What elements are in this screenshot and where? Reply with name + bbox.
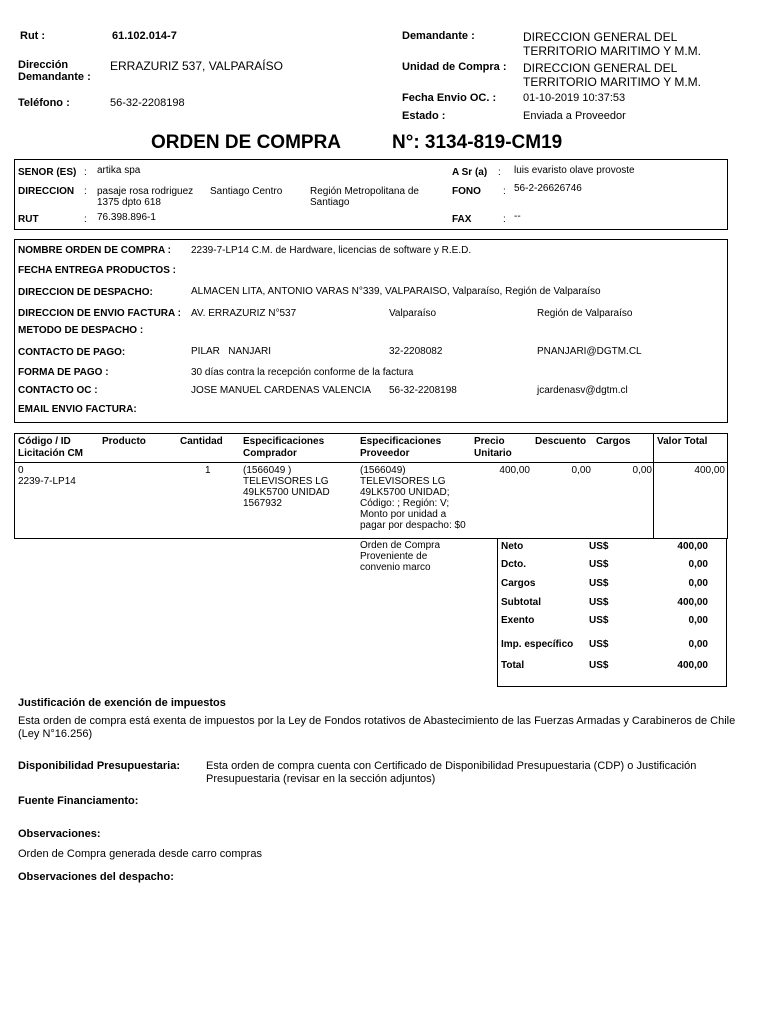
colon: : xyxy=(498,167,501,178)
totals-label: Neto xyxy=(501,541,524,552)
fecha-entrega-label: FECHA ENTREGA PRODUCTOS : xyxy=(18,265,176,276)
totals-currency: US$ xyxy=(589,660,609,671)
col-cantidad: Cantidad xyxy=(180,436,223,447)
justificacion-title: Justificación de exención de impuestos xyxy=(18,697,226,709)
fecha-value: 01-10-2019 10:37:53 xyxy=(523,92,626,104)
estado-value: Enviada a Proveedor xyxy=(523,110,626,122)
direccion-label: DIRECCION xyxy=(18,186,75,197)
row-cargos: 0,00 xyxy=(632,465,652,476)
col-espec-prov-1: Especificaciones xyxy=(360,436,442,447)
observaciones-label: Observaciones: xyxy=(18,828,101,840)
col-precio-1: Precio xyxy=(474,436,505,447)
disponibilidad-label: Disponibilidad Presupuestaria: xyxy=(18,760,180,772)
totals-value: 0,00 xyxy=(688,639,708,650)
region-value-2: Santiago xyxy=(310,197,350,208)
table-col-divider xyxy=(653,433,654,538)
factura-value-1: AV. ERRAZURIZ N°537 xyxy=(191,308,297,319)
colon: : xyxy=(503,214,506,225)
row-descuento: 0,00 xyxy=(571,465,591,476)
despacho-value: ALMACEN LITA, ANTONIO VARAS N°339, VALPARAISO, Valparaíso, Región de Valparaíso xyxy=(191,286,601,297)
despacho-label: DIRECCION DE DESPACHO: xyxy=(18,287,153,298)
contacto-oc-phone: 56-32-2208198 xyxy=(389,385,457,396)
col-espec-comp-2: Comprador xyxy=(243,448,297,459)
telefono-value: 56-32-2208198 xyxy=(110,97,185,109)
table-left-border xyxy=(14,433,15,538)
totals-label: Cargos xyxy=(501,578,536,589)
col-valor: Valor Total xyxy=(657,436,708,447)
unidad-value-2: TERRITORIO MARITIMO Y M.M. xyxy=(523,75,702,89)
col-cargos: Cargos xyxy=(596,436,631,447)
direccion-value-1: pasaje rosa rodriguez xyxy=(97,186,194,197)
fax-label: FAX xyxy=(452,214,472,225)
estado-label: Estado : xyxy=(402,110,446,122)
fuente-label: Fuente Financiamento: xyxy=(18,795,139,807)
metodo-label: METODO DE DESPACHO : xyxy=(18,325,144,336)
senor-label: SENOR (ES) xyxy=(18,167,77,178)
colon: : xyxy=(503,186,506,197)
disponibilidad-text: Esta orden de compra cuenta con Certificado de Disponibilidad Presupuestaria (CDP) o Justificación Presupuestaria (revisar en la sección adjuntos) xyxy=(206,760,697,785)
totals-label: Total xyxy=(501,660,525,671)
obs-despacho-label: Observaciones del despacho: xyxy=(18,871,174,883)
row-codigo-2: 2239-7-LP14 xyxy=(18,476,76,487)
factura-label: DIRECCION DE ENVIO FACTURA : xyxy=(18,308,181,319)
totals-value: 400,00 xyxy=(677,541,708,552)
fono-value: 56-2-26626746 xyxy=(514,183,582,194)
asr-value: luis evaristo olave provoste xyxy=(514,165,635,176)
totals-value: 0,00 xyxy=(688,578,708,589)
direccion-label-2: Demandante : xyxy=(18,71,91,83)
colon: : xyxy=(84,186,87,197)
col-espec-comp-1: Especificaciones xyxy=(243,436,325,447)
demandante-label: Demandante : xyxy=(402,30,475,42)
col-precio-2: Unitario xyxy=(474,448,512,459)
table-right-border xyxy=(727,433,728,538)
direccion-label-1: Dirección xyxy=(18,59,69,71)
row-valor: 400,00 xyxy=(694,465,725,476)
senor-value: artika spa xyxy=(97,165,141,176)
colon: : xyxy=(84,214,87,225)
factura-value-3: Región de Valparaíso xyxy=(537,308,633,319)
col-codigo-1: Código / ID xyxy=(18,436,71,447)
unidad-value-1: DIRECCION GENERAL DEL xyxy=(523,61,678,75)
col-producto: Producto xyxy=(102,436,146,447)
col-codigo-2: Licitación CM xyxy=(18,448,84,459)
totals-currency: US$ xyxy=(589,615,609,626)
totals-currency: US$ xyxy=(589,597,609,608)
totals-label: Dcto. xyxy=(501,559,526,570)
col-descuento: Descuento xyxy=(535,436,587,447)
fono-label: FONO xyxy=(452,186,481,197)
page-title: ORDEN DE COMPRA xyxy=(151,132,342,153)
telefono-label: Teléfono : xyxy=(18,97,70,109)
forma-pago-label: FORMA DE PAGO : xyxy=(18,367,109,378)
table-top-border xyxy=(14,433,728,434)
totals-label: Exento xyxy=(501,615,535,626)
totals-currency: US$ xyxy=(589,639,609,650)
totals-currency: US$ xyxy=(589,578,609,589)
supplier-rut-value: 76.398.896-1 xyxy=(97,212,156,223)
totals-value: 0,00 xyxy=(688,615,708,626)
order-number: N°: 3134-819-CM19 xyxy=(392,132,563,153)
region-value-1: Región Metropolitana de xyxy=(310,186,419,197)
observaciones-text: Orden de Compra generada desde carro compras xyxy=(18,848,262,860)
convenio-note: Orden de Compra Proveniente de convenio marco xyxy=(360,540,441,573)
asr-label: A Sr (a) xyxy=(452,167,488,178)
totals-label: Imp. específico xyxy=(501,639,574,650)
totals-currency: US$ xyxy=(589,541,609,552)
row-espec-prov: (1566049) TELEVISORES LG 49LK5700 UNIDAD; Código: ; Región: V; Monto por unidad a pagar por despacho: $0 xyxy=(360,465,466,531)
contacto-pago-label: CONTACTO DE PAGO: xyxy=(18,347,126,358)
nombre-value: 2239-7-LP14 C.M. de Hardware, licencias de software y R.E.D. xyxy=(191,245,472,256)
colon: : xyxy=(84,167,87,178)
totals-value: 0,00 xyxy=(688,559,708,570)
demandante-value-2: TERRITORIO MARITIMO Y M.M. xyxy=(523,44,702,58)
unidad-label: Unidad de Compra : xyxy=(402,61,507,73)
fecha-label: Fecha Envio OC. : xyxy=(402,92,497,104)
rut-label: Rut : xyxy=(20,30,46,42)
fax-value: -- xyxy=(514,211,521,222)
contacto-pago-phone: 32-2208082 xyxy=(389,346,443,357)
row-espec-comp: (1566049 ) TELEVISORES LG 49LK5700 UNIDAD 1567932 xyxy=(243,465,330,509)
row-cantidad: 1 xyxy=(205,465,211,476)
contacto-pago-email: PNANJARI@DGTM.CL xyxy=(537,346,642,357)
totals-value: 400,00 xyxy=(677,597,708,608)
rut-value: 61.102.014-7 xyxy=(112,30,177,42)
factura-value-2: Valparaíso xyxy=(389,308,437,319)
contacto-oc-label: CONTACTO OC : xyxy=(18,385,98,396)
row-codigo-1: 0 xyxy=(18,465,24,476)
justificacion-text: Esta orden de compra está exenta de impuestos por la Ley de Fondos rotativos de Abastecimiento de las Fuerzas Armadas y Carabineros de Chile (Ley N°16.256) xyxy=(18,715,736,740)
contacto-oc-email: jcardenasv@dgtm.cl xyxy=(537,385,628,396)
supplier-rut-label: RUT xyxy=(18,214,39,225)
nombre-label: NOMBRE ORDEN DE COMPRA : xyxy=(18,245,171,256)
contacto-pago-name: PILAR NANJARI xyxy=(191,346,272,357)
contacto-oc-name: JOSE MANUEL CARDENAS VALENCIA xyxy=(191,385,372,396)
totals-label: Subtotal xyxy=(501,597,541,608)
row-precio: 400,00 xyxy=(499,465,530,476)
comuna-value: Santiago Centro xyxy=(210,186,283,197)
email-factura-label: EMAIL ENVIO FACTURA: xyxy=(18,404,137,415)
direccion-value: ERRAZURIZ 537, VALPARAÍSO xyxy=(110,59,283,73)
direccion-value-2: 1375 dpto 618 xyxy=(97,197,161,208)
demandante-value-1: DIRECCION GENERAL DEL xyxy=(523,30,678,44)
col-espec-prov-2: Proveedor xyxy=(360,448,410,459)
totals-value: 400,00 xyxy=(677,660,708,671)
forma-pago-value: 30 días contra la recepción conforme de la factura xyxy=(191,367,414,378)
totals-currency: US$ xyxy=(589,559,609,570)
table-header-border xyxy=(14,462,728,463)
